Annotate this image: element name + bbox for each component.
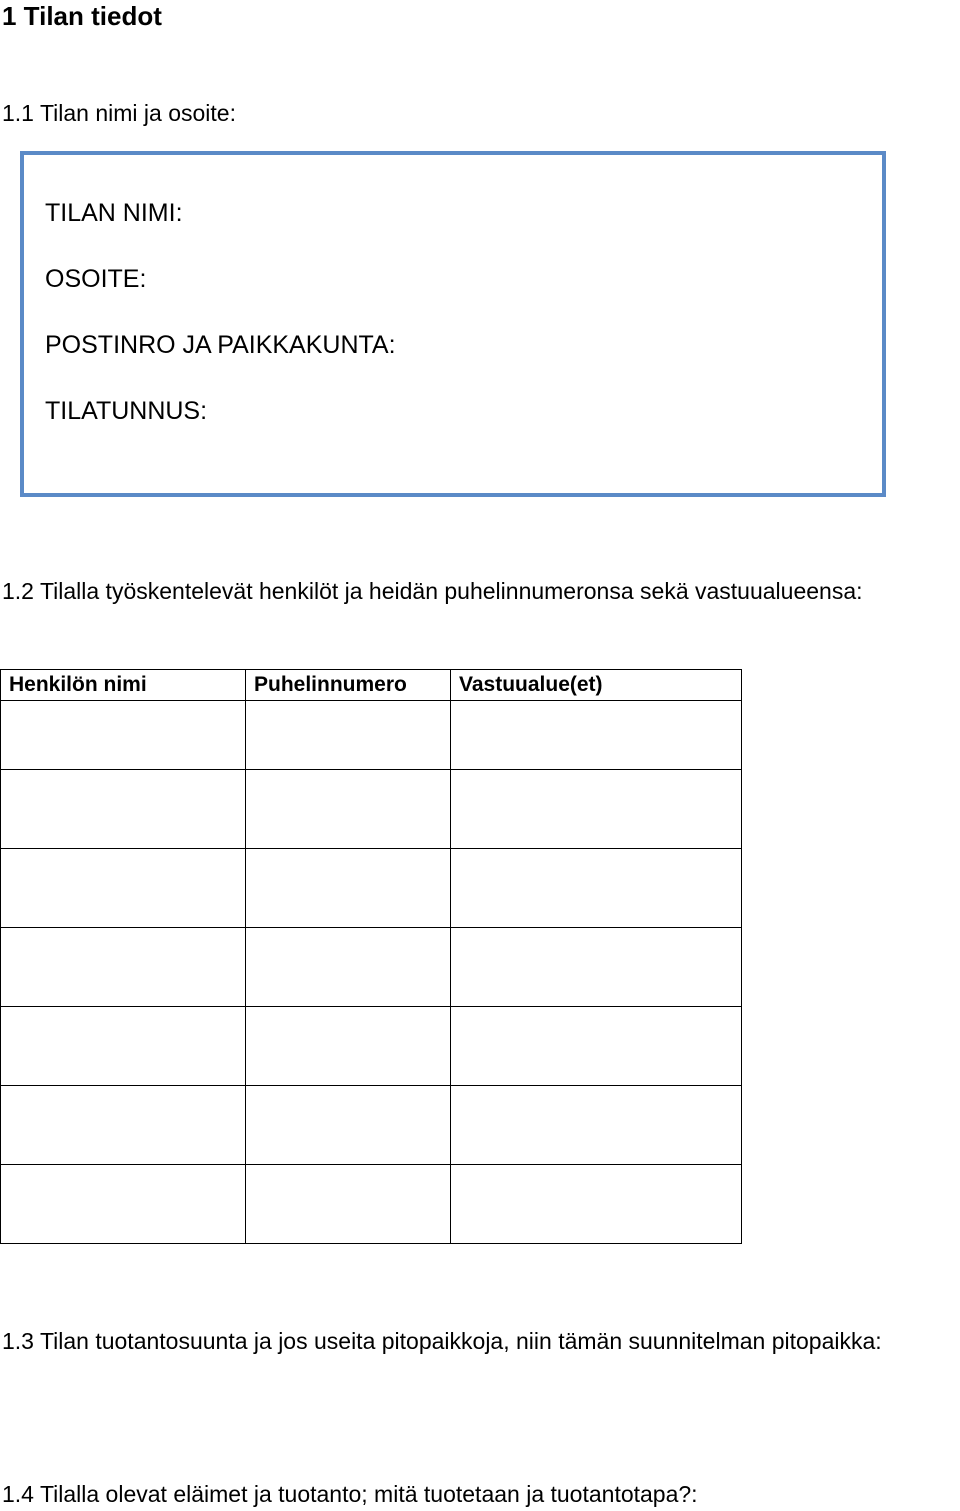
subsection-1-2-heading: 1.2 Tilalla työskentelevät henkilöt ja heidän puhelinnumeronsa sekä vastuualueensa:: [2, 578, 863, 604]
farm-name-label: TILAN NIMI:: [45, 199, 183, 227]
table-cell-phone[interactable]: [246, 1086, 451, 1165]
table-cell-phone[interactable]: [246, 1007, 451, 1086]
address-label: OSOITE:: [45, 265, 147, 293]
table-cell-phone[interactable]: [246, 928, 451, 1007]
table-cell-responsibility[interactable]: [451, 770, 742, 849]
table-cell-responsibility[interactable]: [451, 1086, 742, 1165]
farm-id-label: TILATUNNUS:: [45, 397, 208, 425]
address-box: [20, 151, 886, 497]
table-cell-phone[interactable]: [246, 701, 451, 770]
table-row: [1, 849, 742, 928]
table-cell-name[interactable]: [1, 770, 246, 849]
subsection-1-3-heading: 1.3 Tilan tuotantosuunta ja jos useita pitopaikkoja, niin tämän suunnitelman pitopaikka:: [2, 1328, 882, 1354]
postal-code-city-label: POSTINRO JA PAIKKAKUNTA:: [45, 331, 396, 359]
table-header-row: [1, 670, 742, 701]
table-row: [1, 1086, 742, 1165]
table-row: [1, 701, 742, 770]
table-row: [1, 1165, 742, 1244]
table-cell-name[interactable]: [1, 1007, 246, 1086]
personnel-table: [0, 669, 742, 1244]
table-cell-phone[interactable]: [246, 1165, 451, 1244]
table-cell-responsibility[interactable]: [451, 1165, 742, 1244]
table-cell-responsibility[interactable]: [451, 701, 742, 770]
table-cell-phone[interactable]: [246, 849, 451, 928]
table-row: [1, 928, 742, 1007]
table-cell-phone[interactable]: [246, 770, 451, 849]
table-cell-name[interactable]: [1, 1165, 246, 1244]
subsection-1-4-heading: 1.4 Tilalla olevat eläimet ja tuotanto; mitä tuotetaan ja tuotantotapa?:: [2, 1481, 698, 1507]
section-title: 1 Tilan tiedot: [2, 1, 162, 31]
column-header-name: Henkilön nimi: [1, 670, 246, 701]
subsection-1-1-heading: 1.1 Tilan nimi ja osoite:: [2, 100, 236, 126]
table-cell-name[interactable]: [1, 928, 246, 1007]
column-header-responsibility: Vastuualue(et): [451, 670, 742, 701]
table-cell-responsibility[interactable]: [451, 928, 742, 1007]
table-cell-responsibility[interactable]: [451, 1007, 742, 1086]
table-cell-name[interactable]: [1, 849, 246, 928]
table-cell-name[interactable]: [1, 701, 246, 770]
table-cell-name[interactable]: [1, 1086, 246, 1165]
table-row: [1, 770, 742, 849]
table-cell-responsibility[interactable]: [451, 849, 742, 928]
column-header-phone: Puhelinnumero: [246, 670, 451, 701]
table-row: [1, 1007, 742, 1086]
